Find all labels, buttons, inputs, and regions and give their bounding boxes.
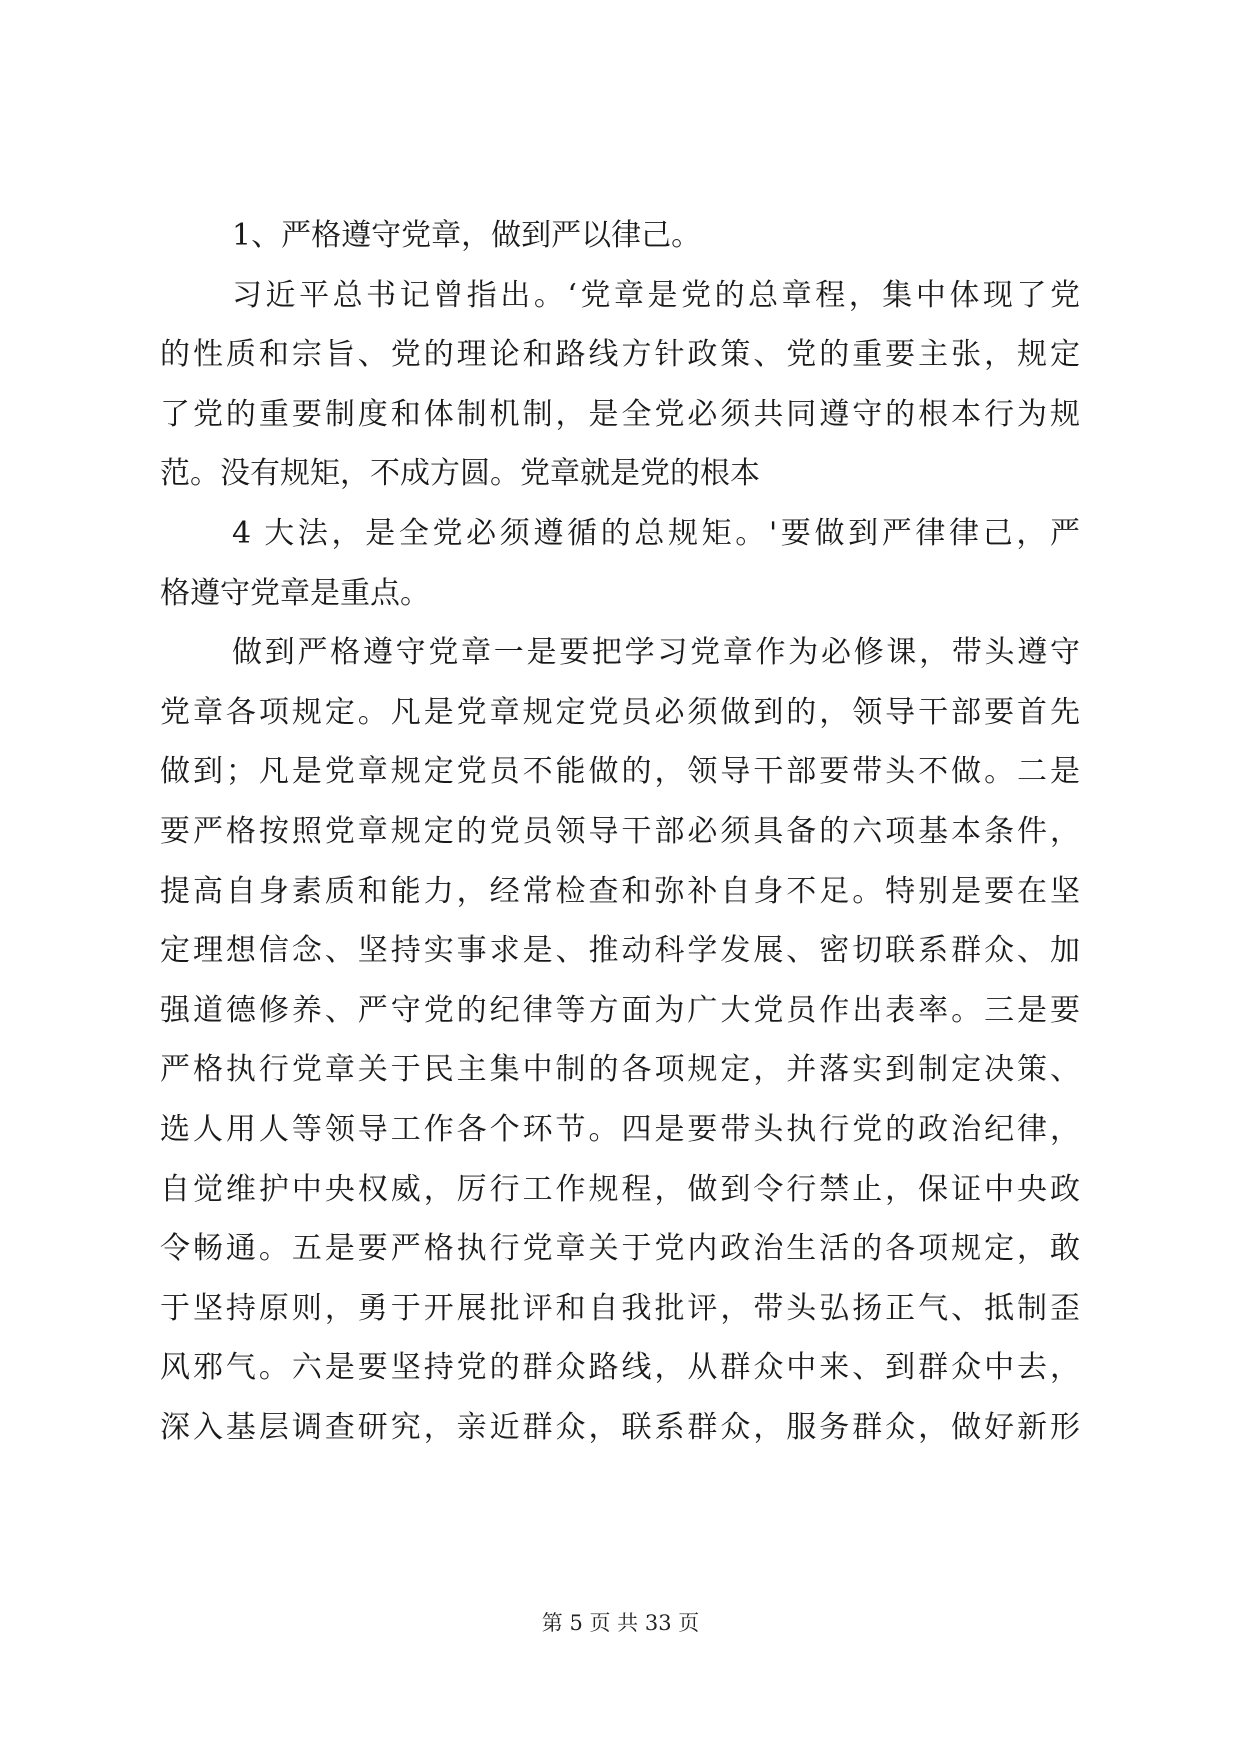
text-line: 强道德修养、严守党的纪律等方面为广大党员作出表率。三是要	[160, 992, 1080, 1028]
text-line: 自觉维护中央权威，厉行工作规程，做到令行禁止，保证中央政	[160, 1171, 1080, 1207]
text-line: 深入基层调查研究，亲近群众，联系群众，服务群众，做好新形	[160, 1409, 1080, 1445]
text-line: 做到；凡是党章规定党员不能做的，领导干部要带头不做。二是	[160, 754, 1080, 790]
text-line: 令畅通。五是要严格执行党章关于党内政治生活的各项规定，敢	[160, 1231, 1080, 1267]
text-line: 了党的重要制度和体制机制，是全党必须共同遵守的根本行为规	[160, 396, 1080, 432]
text-line: 要严格按照党章规定的党员领导干部必须具备的六项基本条件，	[160, 813, 1080, 849]
text-line: 选人用人等领导工作各个环节。四是要带头执行党的政治纪律，	[160, 1111, 1080, 1147]
text-line: 范。没有规矩，不成方圆。党章就是党的根本	[160, 456, 760, 492]
text-line: 定理想信念、坚持实事求是、推动科学发展、密切联系群众、加	[160, 933, 1080, 969]
text-line: 于坚持原则，勇于开展批评和自我批评，带头弘扬正气、抵制歪	[160, 1290, 1080, 1326]
section-heading: 1、严格遵守党章，做到严以律己。	[232, 218, 702, 253]
text-line: 党章各项规定。凡是党章规定党员必须做到的，领导干部要首先	[160, 694, 1080, 730]
text-line: 提高自身素质和能力，经常检查和弥补自身不足。特别是要在坚	[160, 873, 1080, 909]
text-line: 做到严格遵守党章一是要把学习党章作为必修课，带头遵守	[232, 635, 1080, 671]
text-line: 习近平总书记曾指出。‘党章是党的总章程，集中体现了党	[232, 277, 1080, 313]
text-line: 4 大法，是全党必须遵循的总规矩。'要做到严律律己，严	[232, 515, 1080, 551]
text-line: 风邪气。六是要坚持党的群众路线，从群众中来、到群众中去，	[160, 1350, 1080, 1386]
page-number-footer: 第 5 页 共 33 页	[541, 1611, 700, 1635]
text-line: 严格执行党章关于民主集中制的各项规定，并落实到制定决策、	[160, 1052, 1080, 1088]
text-line: 格遵守党章是重点。	[160, 575, 430, 611]
text-line: 的性质和宗旨、党的理论和路线方针政策、党的重要主张，规定	[160, 337, 1080, 373]
body-text	[160, 206, 1080, 1457]
